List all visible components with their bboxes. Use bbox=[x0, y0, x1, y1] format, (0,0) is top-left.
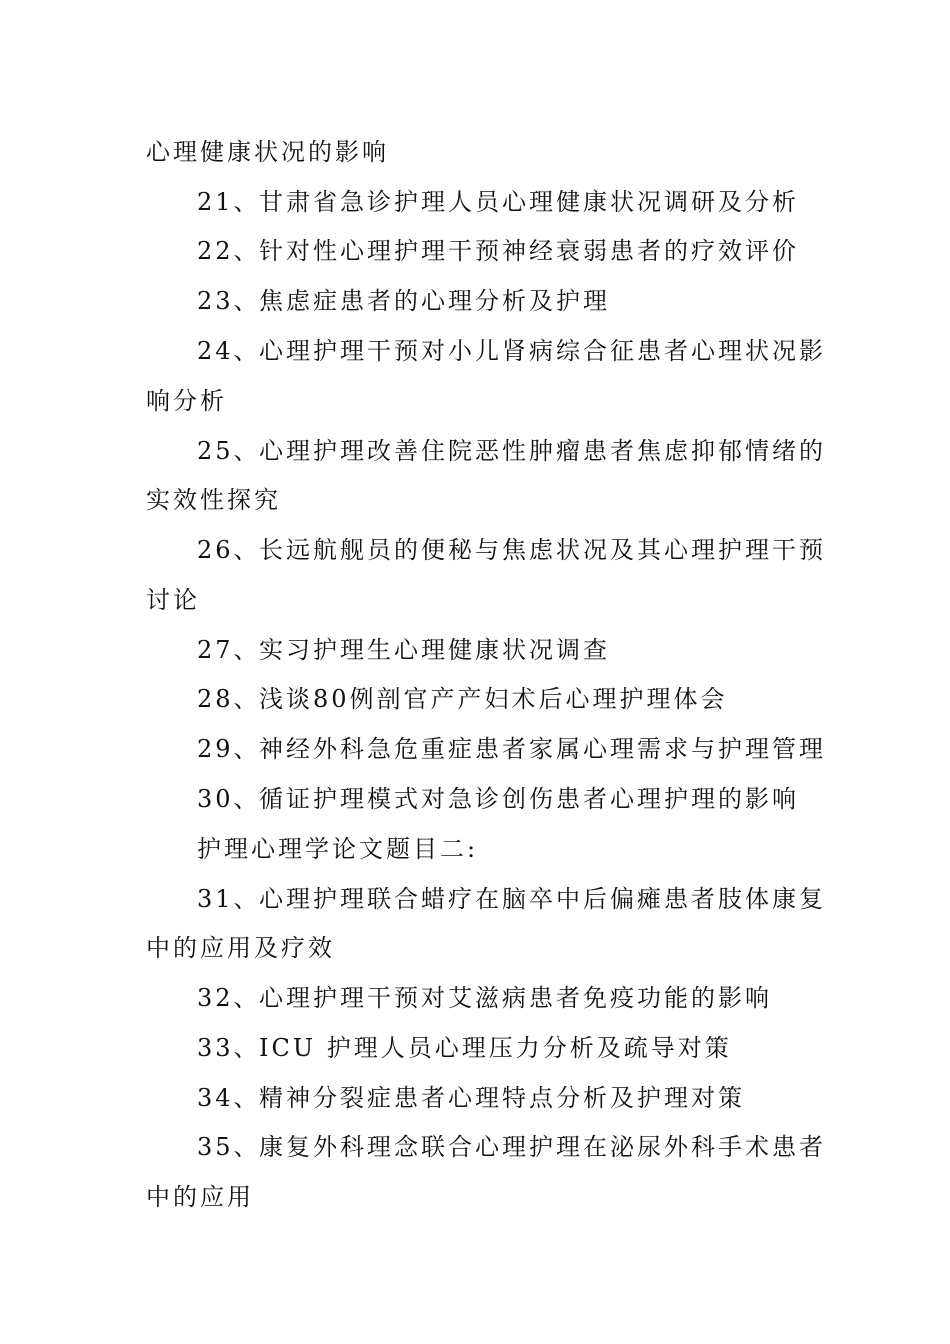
list-item-text-continued: 实效性探究 bbox=[146, 486, 281, 514]
list-item-text: 焦虑症患者的心理分析及护理 bbox=[259, 287, 610, 315]
list-item-number: 33、 bbox=[197, 1034, 261, 1062]
list-item-text-continued: 讨论 bbox=[146, 586, 200, 614]
list-item-text: 心理护理干预对艾滋病患者免疫功能的影响 bbox=[259, 984, 772, 1012]
lead-continuation: 心理健康状况的影响 bbox=[146, 138, 389, 166]
list-item-number: 35、 bbox=[197, 1133, 261, 1161]
list-item-text: 浅谈80例剖官产产妇术后心理护理体会 bbox=[259, 685, 728, 713]
list-item-text: 心理护理改善住院恶性肿瘤患者焦虑抑郁情绪的 bbox=[259, 437, 826, 465]
list-item-text: 心理护理干预对小儿肾病综合征患者心理状况影 bbox=[259, 337, 826, 365]
list-item-text: 神经外科急危重症患者家属心理需求与护理管理 bbox=[259, 735, 826, 763]
list-item-number: 34、 bbox=[197, 1084, 261, 1112]
list-item-text-continued: 中的应用及疗效 bbox=[146, 934, 335, 962]
list-item-number: 24、 bbox=[197, 337, 261, 365]
list-item-text: ICU 护理人员心理压力分析及疏导对策 bbox=[259, 1034, 732, 1062]
list-item-text: 心理护理联合蜡疗在脑卒中后偏瘫患者肢体康复 bbox=[259, 885, 826, 913]
list-item-text: 长远航舰员的便秘与焦虑状况及其心理护理干预 bbox=[259, 536, 826, 564]
list-item-text: 循证护理模式对急诊创伤患者心理护理的影响 bbox=[259, 785, 799, 813]
list-item-number: 27、 bbox=[197, 636, 261, 664]
list-item-text-continued: 中的应用 bbox=[146, 1183, 254, 1211]
section-heading: 护理心理学论文题目二: bbox=[197, 835, 479, 863]
list-item-number: 32、 bbox=[197, 984, 261, 1012]
list-item-text: 精神分裂症患者心理特点分析及护理对策 bbox=[259, 1084, 745, 1112]
list-item-text: 实习护理生心理健康状况调查 bbox=[259, 636, 610, 664]
list-item-number: 22、 bbox=[197, 237, 261, 265]
list-item-number: 25、 bbox=[197, 437, 261, 465]
list-item-number: 21、 bbox=[197, 188, 261, 216]
list-item-number: 23、 bbox=[197, 287, 261, 315]
list-item-text-continued: 响分析 bbox=[146, 387, 227, 415]
list-item-number: 31、 bbox=[197, 885, 261, 913]
list-item-text: 康复外科理念联合心理护理在泌尿外科手术患者 bbox=[259, 1133, 826, 1161]
list-item-text: 甘肃省急诊护理人员心理健康状况调研及分析 bbox=[259, 188, 799, 216]
list-item-number: 26、 bbox=[197, 536, 261, 564]
list-item-number: 28、 bbox=[197, 685, 261, 713]
list-item-number: 30、 bbox=[197, 785, 261, 813]
list-item-text: 针对性心理护理干预神经衰弱患者的疗效评价 bbox=[259, 237, 799, 265]
list-item-number: 29、 bbox=[197, 735, 261, 763]
